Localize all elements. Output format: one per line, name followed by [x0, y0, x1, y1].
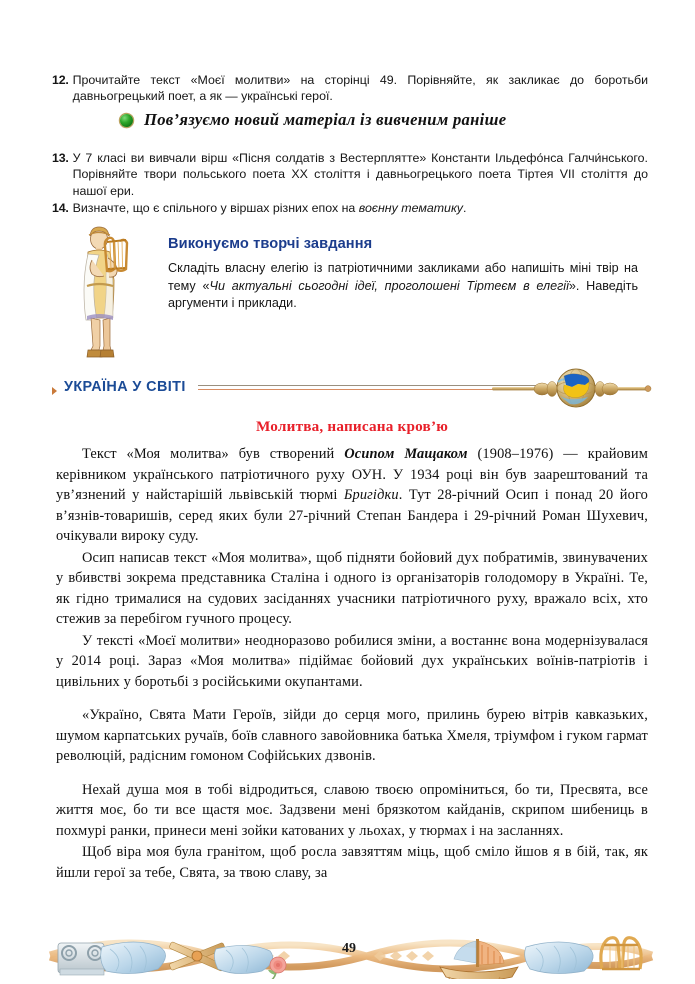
creative-task-panel — [60, 224, 650, 313]
article-text-run: Текст «Моя молитва» був створений — [82, 446, 345, 462]
page-footer — [40, 925, 658, 979]
section-heading-label: Пов’язуємо новий матеріал із вивченим раніше — [144, 110, 507, 129]
article-paragraph — [56, 842, 648, 883]
exercise-item — [52, 150, 648, 199]
exercise-text-run: Визначте, що є спільного у віршах різних епох на воєнну тематику. — [72, 201, 467, 216]
exercise-number: 13. — [52, 151, 69, 165]
creative-task-title: Виконуємо творчі завдання — [168, 236, 373, 252]
creative-task-body — [168, 236, 638, 313]
rubric-label: УКРАЇНА У СВІТІ — [64, 379, 186, 395]
article-text-run: Нехай душа моя в тобі відродиться, славою твоєю опроміниться, бо ти, Пресвята, все життя моє, бо ти все щастя моє. Задзвени мені брязкотом кайданів, скрипом шибениць в похмурі ранки, принеси мені зойки катованих у льохах, у тюрмах і на засланнях. — [56, 781, 648, 839]
article-emphasis-title: Бригідки — [343, 487, 399, 503]
exercise-list — [52, 72, 648, 106]
page-number: 49 — [342, 941, 356, 956]
article-paragraph — [56, 631, 648, 693]
globe-with-ukraine-map-emblem-icon — [492, 366, 652, 412]
exercise-text — [73, 200, 648, 216]
article-paragraph — [56, 705, 648, 767]
exercise-text-emphasis: воєнну тематику — [358, 201, 463, 216]
article-text-run: «Україно, Свята Мати Героїв, зійди до серця мого, прилинь бурею вітрів кавказьких, шумом карпатських ручаїв, боїв славного завойовника батька Хмеля, тріумфом і гуком гармат революцій, радісним гомоном Софійських дзвонів. — [56, 707, 648, 764]
exercise-list-secondary — [52, 150, 648, 218]
article-body — [56, 444, 648, 884]
creative-text-part: Складіть власну елегію із патріотичними закликами або напишіть міні твір на тему « — [168, 261, 638, 293]
article-text-run: Осип написав текст «Моя молитва», щоб підняти бойовий дух побратимів, звинувачених у вбивстві зокрема представника Сталіна і одного із організаторів голодомору в Україні. Те, як гідно трималися на судових засіданнях учасники патріотичного руху, вражало всіх, хто стежив за перебігом гучного процесу. — [56, 549, 648, 627]
creative-text-part: ». Наведіть аргументи і приклади. — [168, 278, 639, 311]
exercise-number: 14. — [52, 201, 69, 216]
article-paragraph — [56, 444, 648, 547]
exercise-item — [52, 72, 648, 105]
article-paragraph — [56, 780, 648, 842]
creative-text-quote: Чи актуальні сьогодні ідеї, проголошені Тіртеєм в елегії — [209, 278, 569, 293]
rubric-bar — [52, 378, 652, 418]
exercise-text: У 7 класі ви вивчали вірш «Пісня солдатів з Вестерплятте» Константи Ільдефо́нса Галчи́нського. Порівняйте твори польського поета XX століття і давньогрецького поета Тіртея VII століття до нашої ери. — [72, 151, 648, 198]
exercise-text: Прочитайте текст «Моєї молитви» на сторінці 49. Порівняйте, як закликає до боротьби давньогрецький поет, а як — українські герої. — [72, 73, 648, 104]
greek-poet-with-lyre-illustration — [64, 224, 142, 364]
article-text-run: (1908–1976) — крайовим керівником українського патріотичного руху ОУН. У 1934 році він був заарештований та ув’язнений у найстарішій львівській тюрмі — [56, 446, 648, 503]
exercise-item — [52, 200, 648, 216]
small-triangle-marker-icon — [52, 387, 57, 395]
creative-task-text — [168, 260, 638, 313]
article-paragraph — [56, 548, 648, 630]
green-gem-bullet-icon — [120, 114, 133, 127]
section-heading — [120, 110, 648, 130]
article-text-run: У тексті «Моєї молитви» неодноразово робилися зміни, а востаннє вона модернізувалася у 2014 році. Зараз «Моя молитва» підіймає бойовий дух українських воїнів-патріотів і цивільних у боротьбі з російськими окупантами. — [56, 632, 648, 690]
article-text-run: Щоб віра моя була гранітом, щоб росла завзяттям міць, щоб сміло йшов я в бій, так, як йшли герої за тебе, Свята, за твою славу, за — [56, 844, 648, 881]
article-text-run: . Тут 28-річний Осип і понад 20 його в’язнів-товаришів, серед яких були 27-річний Степан Бандера і 29-річний Роман Шухевич, очікували вироку суду. — [56, 487, 648, 544]
exercise-number: 12. — [52, 73, 69, 87]
article-emphasis-name: Осипом Мащаком — [344, 446, 468, 462]
article-title: Молитва, написана кров’ю — [255, 418, 449, 435]
